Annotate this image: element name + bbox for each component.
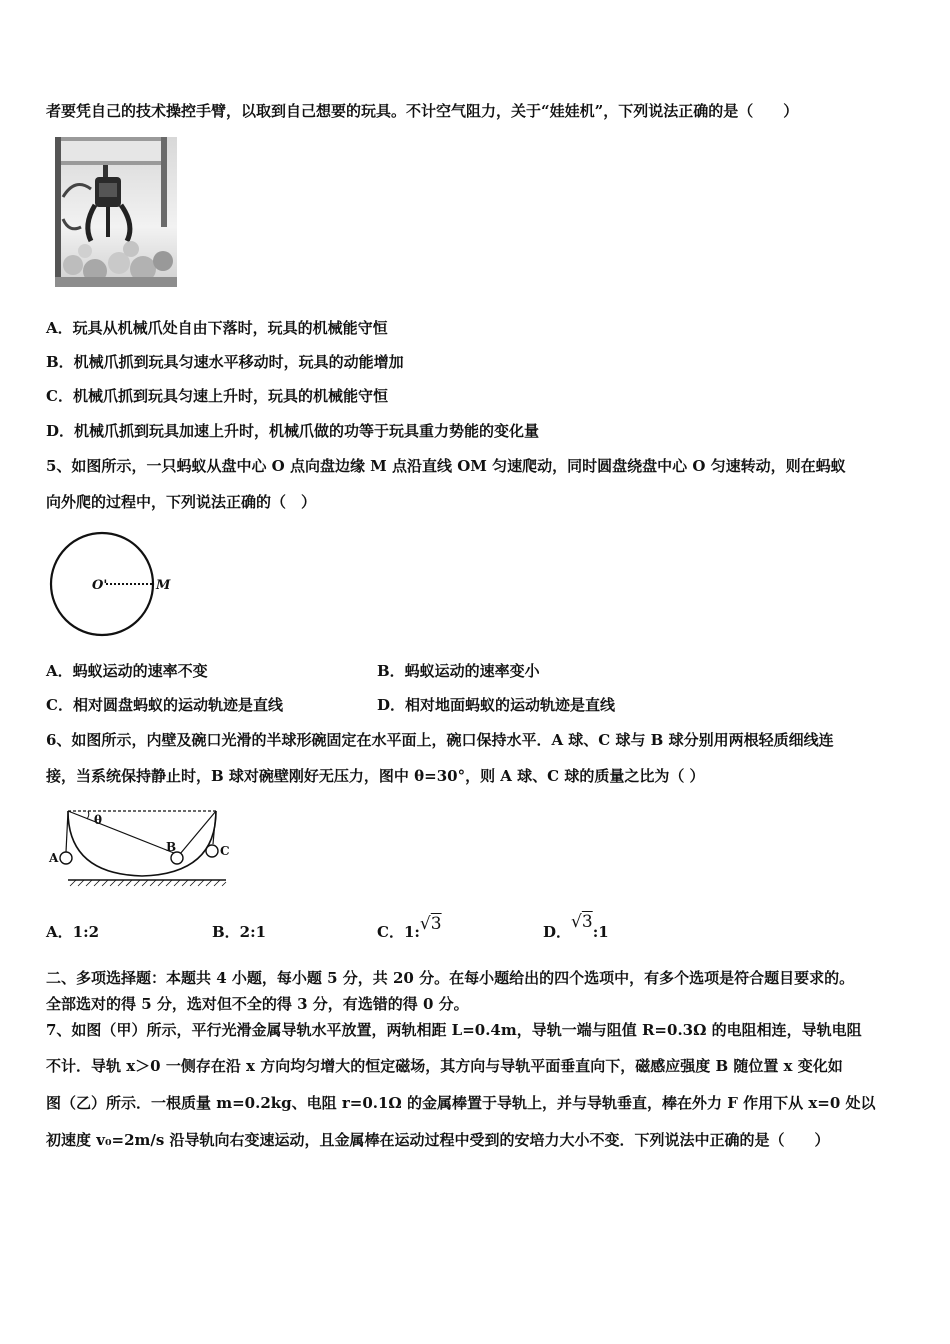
string-ab <box>68 811 177 854</box>
q4-option-c: C．机械爪抓到玩具匀速上升时，玩具的机械能守恒 <box>46 387 388 405</box>
q4-option-a: A．玩具从机械爪处自由下落时，玩具的机械能守恒 <box>46 319 388 337</box>
section2-heading-line1: 二、多项选择题：本题共 4 小题，每小题 5 分，共 20 分。在每小题给出的四个选项中，有多个选项是符合题目要求的。 <box>46 969 855 987</box>
label-a: A <box>49 851 59 865</box>
ground-hatching <box>70 880 226 886</box>
q5-stem-line2: 向外爬的过程中，下列说法正确的（ ） <box>46 493 317 511</box>
q6-option-c <box>377 914 442 942</box>
ball-c <box>206 845 218 857</box>
label-theta: θ <box>94 813 103 827</box>
label-o: O' <box>92 578 108 593</box>
q6-option-b: B．2:1 <box>212 923 267 941</box>
q5-stem-line1: 5、如图所示，一只蚂蚁从盘中心 O 点向盘边缘 M 点沿直线 OM 匀速爬动，同时圆盘绕盘中心 O 匀速转动，则在蚂蚁 <box>46 457 846 475</box>
q7-stem-line3: 图（乙）所示．一根质量 m=0.2kg、电阻 r=0.1Ω 的金属棒置于导轨上，并与导轨垂直，棒在外力 F 作用下从 x=0 处以 <box>46 1094 876 1112</box>
q6-option-d-root: 3 <box>581 912 593 932</box>
bowl-arc <box>68 811 216 876</box>
label-m: M <box>156 578 171 593</box>
q4-stem: 者要凭自己的技术操控手臂，以取到自己想要的玩具。不计空气阻力，关于“娃娃机”，下列说法正确的是（ ） <box>46 102 799 120</box>
sqrt-icon: √3 <box>419 914 442 934</box>
q4-option-b: B．机械爪抓到玩具匀速水平移动时，玩具的动能增加 <box>46 353 404 371</box>
q5-option-c: C．相对圆盘蚂蚁的运动轨迹是直线 <box>46 696 283 714</box>
q6-option-c-prefix: C．1: <box>377 923 420 941</box>
q6-option-a: A．1:2 <box>46 923 100 941</box>
q6-stem-line2: 接，当系统保持静止时，B 球对碗壁刚好无压力，图中 θ=30°，则 A 球、C 球的质量之比为（ ） <box>46 767 705 785</box>
label-b: B <box>166 840 177 854</box>
q7-stem-line4: 初速度 v₀=2m/s 沿导轨向右变速运动，且金属棒在运动过程中受到的安培力大小不变．下列说法中正确的是（ ） <box>46 1131 830 1149</box>
label-c: C <box>220 844 230 858</box>
q5-option-a: A．蚂蚁运动的速率不变 <box>46 662 208 680</box>
q6-option-c-root: 3 <box>430 914 442 934</box>
q5-option-d: D．相对地面蚂蚁的运动轨迹是直线 <box>377 696 616 714</box>
q7-stem-line1: 7、如图（甲）所示，平行光滑金属导轨水平放置，两轨相距 L=0.4m，导轨一端与阻值 R=0.3Ω 的电阻相连，导轨电阻 <box>46 1021 862 1039</box>
q6-option-d-suffix: :1 <box>592 923 609 941</box>
q6-option-d-prefix: D． <box>543 923 572 941</box>
q7-stem-line2: 不计．导轨 x＞0 一侧存在沿 x 方向均匀增大的恒定磁场，其方向与导轨平面垂直向下，磁感应强度 B 随位置 x 变化如 <box>46 1057 843 1075</box>
section2-heading-line2: 全部选对的得 5 分，选对但不全的得 3 分，有选错的得 0 分。 <box>46 995 469 1013</box>
hemispherical-bowl-figure <box>46 802 236 888</box>
claw-machine-photo <box>55 137 177 287</box>
q5-option-b: B．蚂蚁运动的速率变小 <box>377 662 540 680</box>
ball-a <box>60 852 72 864</box>
string-c <box>213 811 216 844</box>
q6-stem-line1: 6、如图所示，内壁及碗口光滑的半球形碗固定在水平面上，碗口保持水平．A 球、C 球与 B 球分别用两根轻质细线连 <box>46 731 834 749</box>
q6-option-d <box>543 912 609 942</box>
sqrt-icon: √3 <box>571 912 593 932</box>
q4-option-d: D．机械爪抓到玩具加速上升时，机械爪做的功等于玩具重力势能的变化量 <box>46 422 540 440</box>
rotating-disk-figure <box>46 530 176 640</box>
theta-arc <box>87 811 89 819</box>
string-a <box>66 811 68 852</box>
